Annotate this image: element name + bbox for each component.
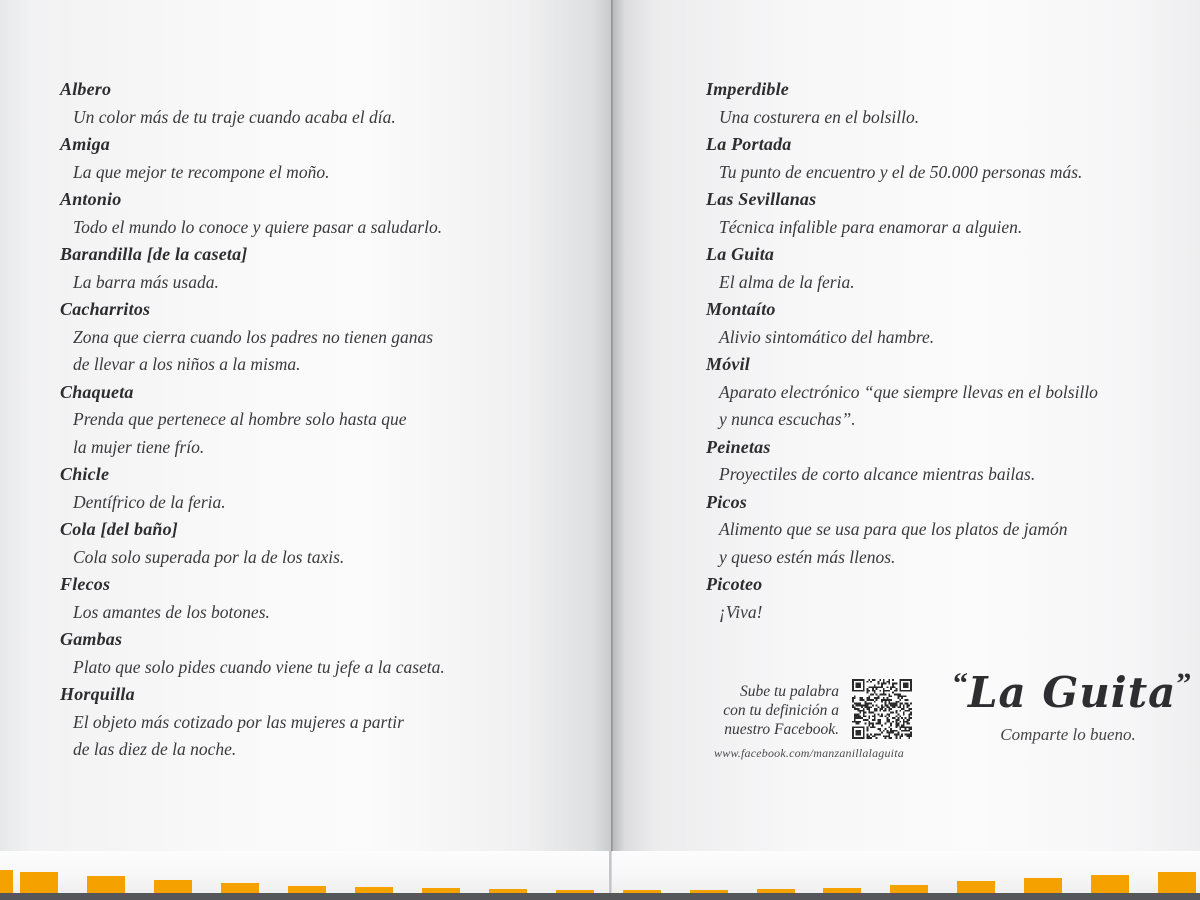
glossary-list-left bbox=[60, 76, 580, 764]
entry-definition-line: la mujer tiene frío. bbox=[73, 436, 205, 457]
entry-definition-line: El objeto más cotizado por las mujeres a partir bbox=[73, 711, 404, 732]
under-page-strip bbox=[0, 851, 1200, 893]
entry-term: Imperdible bbox=[706, 79, 789, 99]
entry-definition-line: Todo el mundo lo conoce y quiere pasar a saludarlo. bbox=[73, 216, 443, 237]
entry-term: Picos bbox=[706, 491, 747, 512]
entry-definition-line: Zona que cierra cuando los padres no tienen ganas bbox=[73, 326, 434, 347]
entry-term: Móvil bbox=[706, 354, 750, 374]
entry-term: Amiga bbox=[60, 134, 111, 154]
orange-dash bbox=[0, 870, 13, 893]
orange-dash bbox=[1024, 878, 1062, 893]
entry-definition-line: Prenda que pertenece al hombre solo hasta que bbox=[73, 409, 407, 429]
orange-dash bbox=[87, 876, 125, 893]
entry-term: Montaíto bbox=[706, 299, 776, 319]
close-quote: ” bbox=[1176, 667, 1192, 700]
entry-definition-line: Aparato electrónico “que siempre llevas en el bolsillo bbox=[719, 381, 1098, 402]
entry-definition-line: ¡Viva! bbox=[719, 601, 763, 622]
orange-dash bbox=[154, 880, 192, 893]
entry-term: La Portada bbox=[706, 134, 792, 154]
orange-dash bbox=[957, 881, 995, 893]
entry-definition-line: Plato que solo pides cuando viene tu jefe a la caseta. bbox=[73, 656, 445, 677]
entry-term: Antonio bbox=[60, 189, 122, 209]
entry-term: Picoteo bbox=[706, 574, 763, 594]
entry-term: Horquilla bbox=[60, 684, 135, 704]
entry-term: Flecos bbox=[60, 574, 111, 594]
cta-line: nuestro Facebook. bbox=[724, 721, 839, 738]
entry-term: Albero bbox=[60, 79, 112, 99]
entry-term: Chicle bbox=[60, 464, 110, 484]
facebook-cta bbox=[697, 682, 839, 739]
brand-name: La Guita bbox=[968, 668, 1177, 717]
entry-term: La Guita bbox=[706, 244, 775, 264]
entry-term: Peinetas bbox=[706, 436, 771, 457]
page-right bbox=[613, 0, 1200, 858]
entry-definition-line: Alivio sintomático del hambre. bbox=[719, 326, 935, 347]
entry-definition-line: El alma de la feria. bbox=[719, 271, 855, 292]
entry-definition-line: Técnica infalible para enamorar a alguien. bbox=[719, 216, 1023, 237]
brand-logo bbox=[953, 667, 1192, 745]
orange-dash bbox=[20, 872, 58, 893]
entry-definition-line: Una costurera en el bolsillo. bbox=[719, 106, 920, 127]
entry-definition-line: Los amantes de los botones. bbox=[73, 601, 270, 622]
glossary-list-right bbox=[706, 76, 1186, 626]
cta-line: Sube tu palabra bbox=[739, 683, 839, 700]
entry-definition-line: y nunca escuchas”. bbox=[719, 409, 856, 429]
orange-dash bbox=[288, 886, 326, 893]
orange-dash bbox=[221, 883, 259, 893]
cta-line: con tu definición a bbox=[723, 702, 839, 719]
entry-definition-line: Cola solo superada por la de los taxis. bbox=[73, 546, 345, 567]
entry-definition-line: La barra más usada. bbox=[73, 271, 219, 292]
page-left bbox=[0, 0, 611, 858]
entry-definition-line: Alimento que se usa para que los platos de jamón bbox=[719, 519, 1068, 539]
entry-term: Las Sevillanas bbox=[706, 189, 817, 209]
qr-code-icon bbox=[852, 679, 912, 739]
entry-definition-line: de llevar a los niños a la misma. bbox=[73, 354, 301, 374]
entry-term: Cola [del baño] bbox=[60, 519, 178, 539]
entry-definition-line: Proyectiles de corto alcance mientras bailas. bbox=[719, 464, 1036, 484]
open-quote: “ bbox=[953, 667, 968, 700]
entry-term: Barandilla [de la caseta] bbox=[60, 244, 248, 264]
orange-dash bbox=[890, 885, 928, 893]
orange-dash bbox=[1158, 872, 1196, 893]
entry-term: Cacharritos bbox=[60, 299, 151, 319]
orange-dash bbox=[1091, 875, 1129, 893]
entry-definition-line: Dentífrico de la feria. bbox=[73, 491, 226, 512]
entry-definition-line: de las diez de la noche. bbox=[73, 739, 237, 759]
entry-term: Chaqueta bbox=[60, 381, 134, 402]
bottom-bar bbox=[0, 893, 1200, 900]
entry-definition-line: Un color más de tu traje cuando acaba el día. bbox=[73, 106, 396, 127]
spine-shadow bbox=[609, 851, 612, 893]
entry-definition-line: Tu punto de encuentro y el de 50.000 personas más. bbox=[719, 161, 1083, 182]
entry-term: Gambas bbox=[60, 629, 123, 649]
brand-tagline: Comparte lo bueno. bbox=[1000, 725, 1136, 744]
entry-definition-line: La que mejor te recompone el moño. bbox=[73, 161, 330, 182]
entry-definition-line: y queso estén más llenos. bbox=[719, 546, 896, 567]
facebook-url: www.facebook.com/manzanillalaguita bbox=[714, 746, 904, 760]
